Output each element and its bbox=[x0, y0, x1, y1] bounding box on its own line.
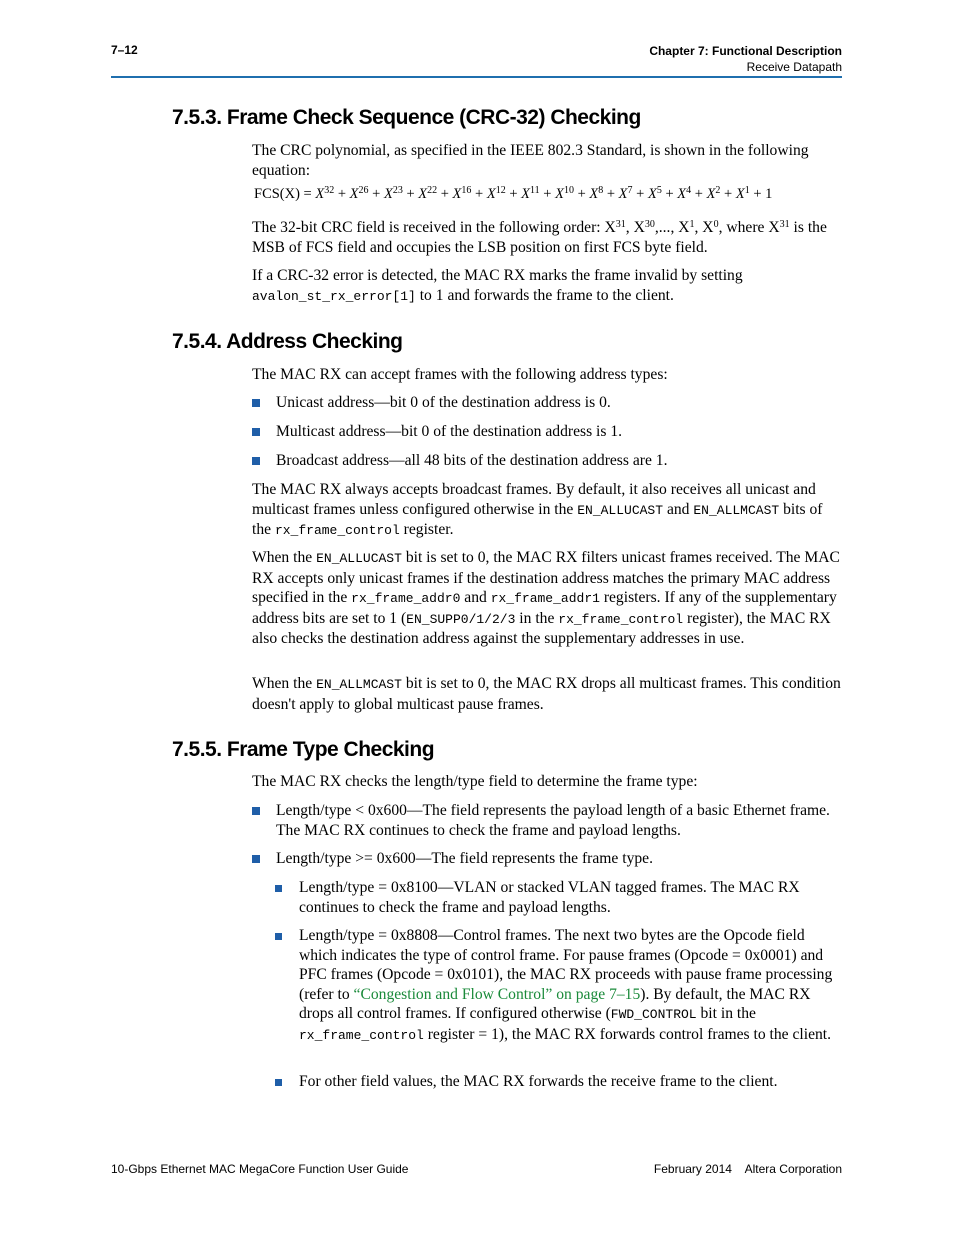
crc-error-paragraph: If a CRC-32 error is detected, the MAC RX marks the frame invalid by setting avalon_st_rx_error[1] to 1 and forwards the frame to the client. bbox=[252, 267, 743, 304]
list-item: Broadcast address—all 48 bits of the destination address are 1. bbox=[252, 451, 842, 471]
eq-term: + $X^4$ bbox=[661, 185, 692, 202]
eq-term: + $X^{16}$ bbox=[437, 185, 472, 202]
eq-term: $X^{32}$ bbox=[315, 185, 335, 202]
list-item: Unicast address—bit 0 of the destination address is 0. bbox=[252, 393, 842, 413]
sub-list-item: Length/type = 0x8808—Control frames. The next two bytes are the Opcode field which indicates the type of control frame. For pause frames (Opcode = 0x0001) and PFC frames (Opcode = 0x0101), the MAC RX proceeds with pause frame processing (refer to “Congestion and Flow Control” on page 7–15). By default, the MAC RX drops all control frames. If configured otherwise (FWD_CONTROL bit in the rx_frame_control register = 1), the MAC RX forwards control frames to the client. bbox=[275, 926, 842, 1046]
eq-term: + $X^{10}$ bbox=[539, 185, 574, 202]
header-rule bbox=[111, 76, 842, 78]
footer-doc-title: 10-Gbps Ethernet MAC MegaCore Function User Guide bbox=[111, 1162, 409, 1176]
code-avalon-st-rx-error: avalon_st_rx_error[1] bbox=[252, 288, 416, 304]
list-item: Length/type >= 0x600—The field represents the frame type. bbox=[252, 849, 842, 869]
eq-term: + $X^{26}$ bbox=[334, 185, 369, 202]
running-header bbox=[649, 43, 842, 75]
eq-term: + $X^{11}$ bbox=[505, 185, 540, 202]
crc-order-paragraph: The 32-bit CRC field is received in the following order: $X^{31}$, $X^{30}$,..., $X^1$, $X^0$, where $X^{31}$ is the MSB of FCS field and occupies the LSB position on first FCS byte field. bbox=[252, 219, 827, 256]
eq-tail: + 1 bbox=[753, 186, 773, 202]
allucast-paragraph: When the EN_ALLUCAST bit is set to 0, the MAC RX filters unicast frames received. The MAC RX accepts only unicast frames if the destination address matches the primary MAC address specified in the rx_frame_addr0 and rx_frame_addr1 registers. If any of the supplementary address bits are set to 1 (EN_SUPP0/1/2/3 in the rx_frame_control register), the MAC RX also checks the destination address against the supplementary addresses in use. bbox=[252, 549, 840, 648]
bullet-icon bbox=[252, 807, 260, 815]
heading-7-5-4: 7.5.4. Address Checking bbox=[172, 330, 403, 353]
bullet-icon bbox=[252, 855, 260, 863]
list-item: Length/type < 0x600—The field represents the payload length of a basic Ethernet frame. The MAC RX continues to check the frame and payload lengths. bbox=[252, 801, 842, 840]
eq-term: + $X^{12}$ bbox=[471, 185, 506, 202]
eq-terms bbox=[315, 186, 753, 202]
sub-list-item: For other field values, the MAC RX forwards the receive frame to the client. bbox=[275, 1072, 842, 1092]
broadcast-paragraph: The MAC RX always accepts broadcast frames. By default, it also receives all unicast and multicast frames unless configured otherwise in the EN_ALLUCAST and EN_ALLMCAST bits of the rx_frame_control register. bbox=[252, 481, 823, 539]
bullet-icon bbox=[252, 399, 260, 407]
crc-equation bbox=[254, 186, 772, 203]
bullet-icon bbox=[275, 933, 282, 940]
chapter-title: Chapter 7: Functional Description bbox=[649, 44, 842, 58]
bullet-icon bbox=[252, 457, 260, 465]
heading-7-5-5: 7.5.5. Frame Type Checking bbox=[172, 738, 435, 761]
congestion-flow-control-link[interactable]: “Congestion and Flow Control” on page 7–15 bbox=[353, 985, 641, 1003]
page-number: 7–12 bbox=[111, 43, 138, 57]
eq-term: + $X^1$ bbox=[720, 185, 750, 202]
eq-term: + $X^{22}$ bbox=[402, 185, 438, 202]
section-title: Receive Datapath bbox=[746, 60, 842, 74]
allmcast-paragraph: When the EN_ALLMCAST bit is set to 0, the MAC RX drops all multicast frames. This condition doesn't apply to global multicast pause frames. bbox=[252, 675, 841, 713]
footer-date-company: February 2014 Altera Corporation bbox=[653, 1162, 842, 1176]
heading-7-5-3: 7.5.3. Frame Check Sequence (CRC-32) Checking bbox=[172, 106, 641, 129]
eq-term: + $X^8$ bbox=[573, 185, 604, 202]
crc-intro: The CRC polynomial, as specified in the IEEE 802.3 Standard, is shown in the following equation: bbox=[252, 142, 809, 179]
eq-term: + $X^5$ bbox=[632, 185, 662, 202]
bullet-icon bbox=[275, 1079, 282, 1086]
list-item: Multicast address—bit 0 of the destination address is 1. bbox=[252, 422, 842, 442]
eq-lhs: FCS(X) = bbox=[254, 186, 312, 202]
eq-term: + $X^7$ bbox=[603, 185, 633, 202]
sub-list-item: Length/type = 0x8100—VLAN or stacked VLAN tagged frames. The MAC RX continues to check the frame and payload lengths. bbox=[275, 878, 842, 917]
bullet-icon bbox=[252, 428, 260, 436]
address-intro: The MAC RX can accept frames with the following address types: bbox=[252, 366, 668, 383]
frame-type-intro: The MAC RX checks the length/type field to determine the frame type: bbox=[252, 773, 698, 790]
eq-term: + $X^{23}$ bbox=[368, 185, 403, 202]
bullet-icon bbox=[275, 885, 282, 892]
eq-term: + $X^2$ bbox=[691, 185, 721, 202]
